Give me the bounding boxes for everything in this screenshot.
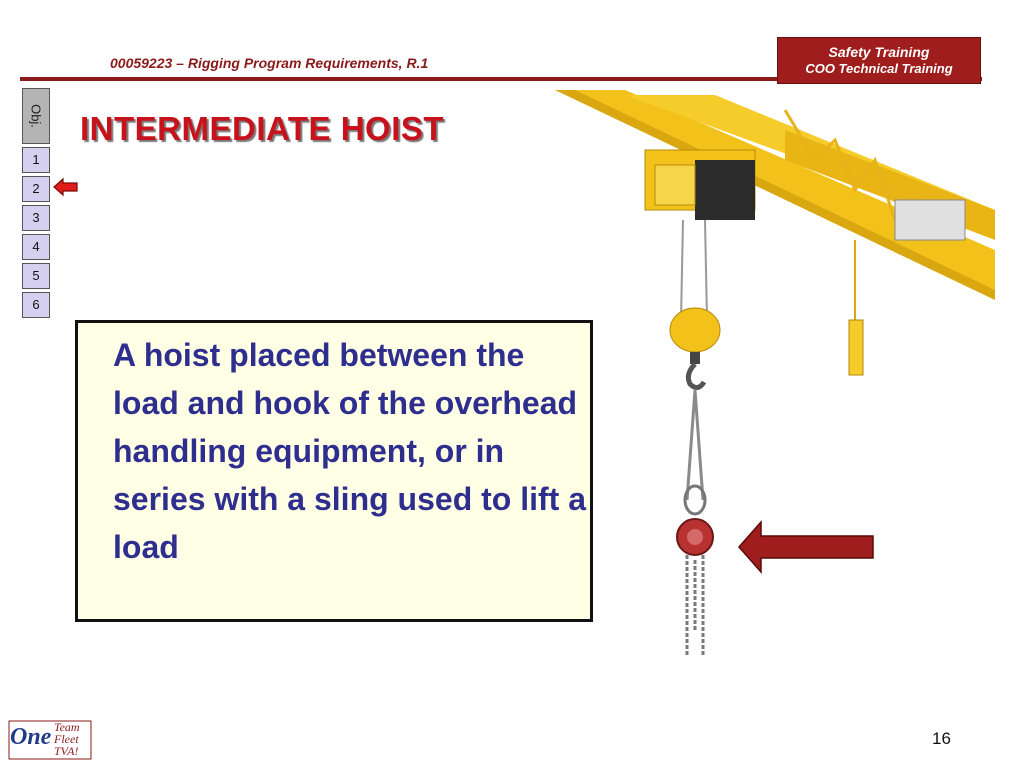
objective-item-4[interactable]: 4: [22, 234, 50, 260]
logo-team-text: Team: [54, 720, 80, 734]
current-objective-arrow-icon: [53, 177, 79, 197]
objective-item-3[interactable]: 3: [22, 205, 50, 231]
definition-text: A hoist placed between the load and hook of the overhead handling equipment, or in series with a sling used to lift a load: [113, 337, 586, 565]
intermediate-hoist-pointer-arrow-icon: [737, 520, 877, 574]
logo-one-text: One: [10, 724, 52, 750]
slide-title: INTERMEDIATE HOIST: [80, 110, 445, 147]
one-team-fleet-tva-logo: [8, 720, 92, 760]
objectives-tab-label: Obj.: [28, 104, 44, 128]
logo-fleet-text: Fleet: [54, 732, 79, 746]
objective-item-5[interactable]: 5: [22, 263, 50, 289]
safety-training-badge: [777, 37, 981, 84]
objective-item-1[interactable]: 1: [22, 147, 50, 173]
objectives-tab[interactable]: [22, 88, 50, 144]
definition-box: [75, 320, 593, 622]
coo-technical-training-label: COO Technical Training: [805, 61, 953, 76]
safety-training-label: Safety Training: [828, 44, 930, 60]
page-number: 16: [932, 729, 951, 748]
overhead-crane-hoist-image: [555, 90, 995, 670]
document-title: 00059223 – Rigging Program Requirements, R.1: [110, 55, 429, 71]
objective-item-6[interactable]: 6: [22, 292, 50, 318]
objective-item-2[interactable]: 2: [22, 176, 50, 202]
logo-tva-text: TVA!: [54, 744, 79, 758]
